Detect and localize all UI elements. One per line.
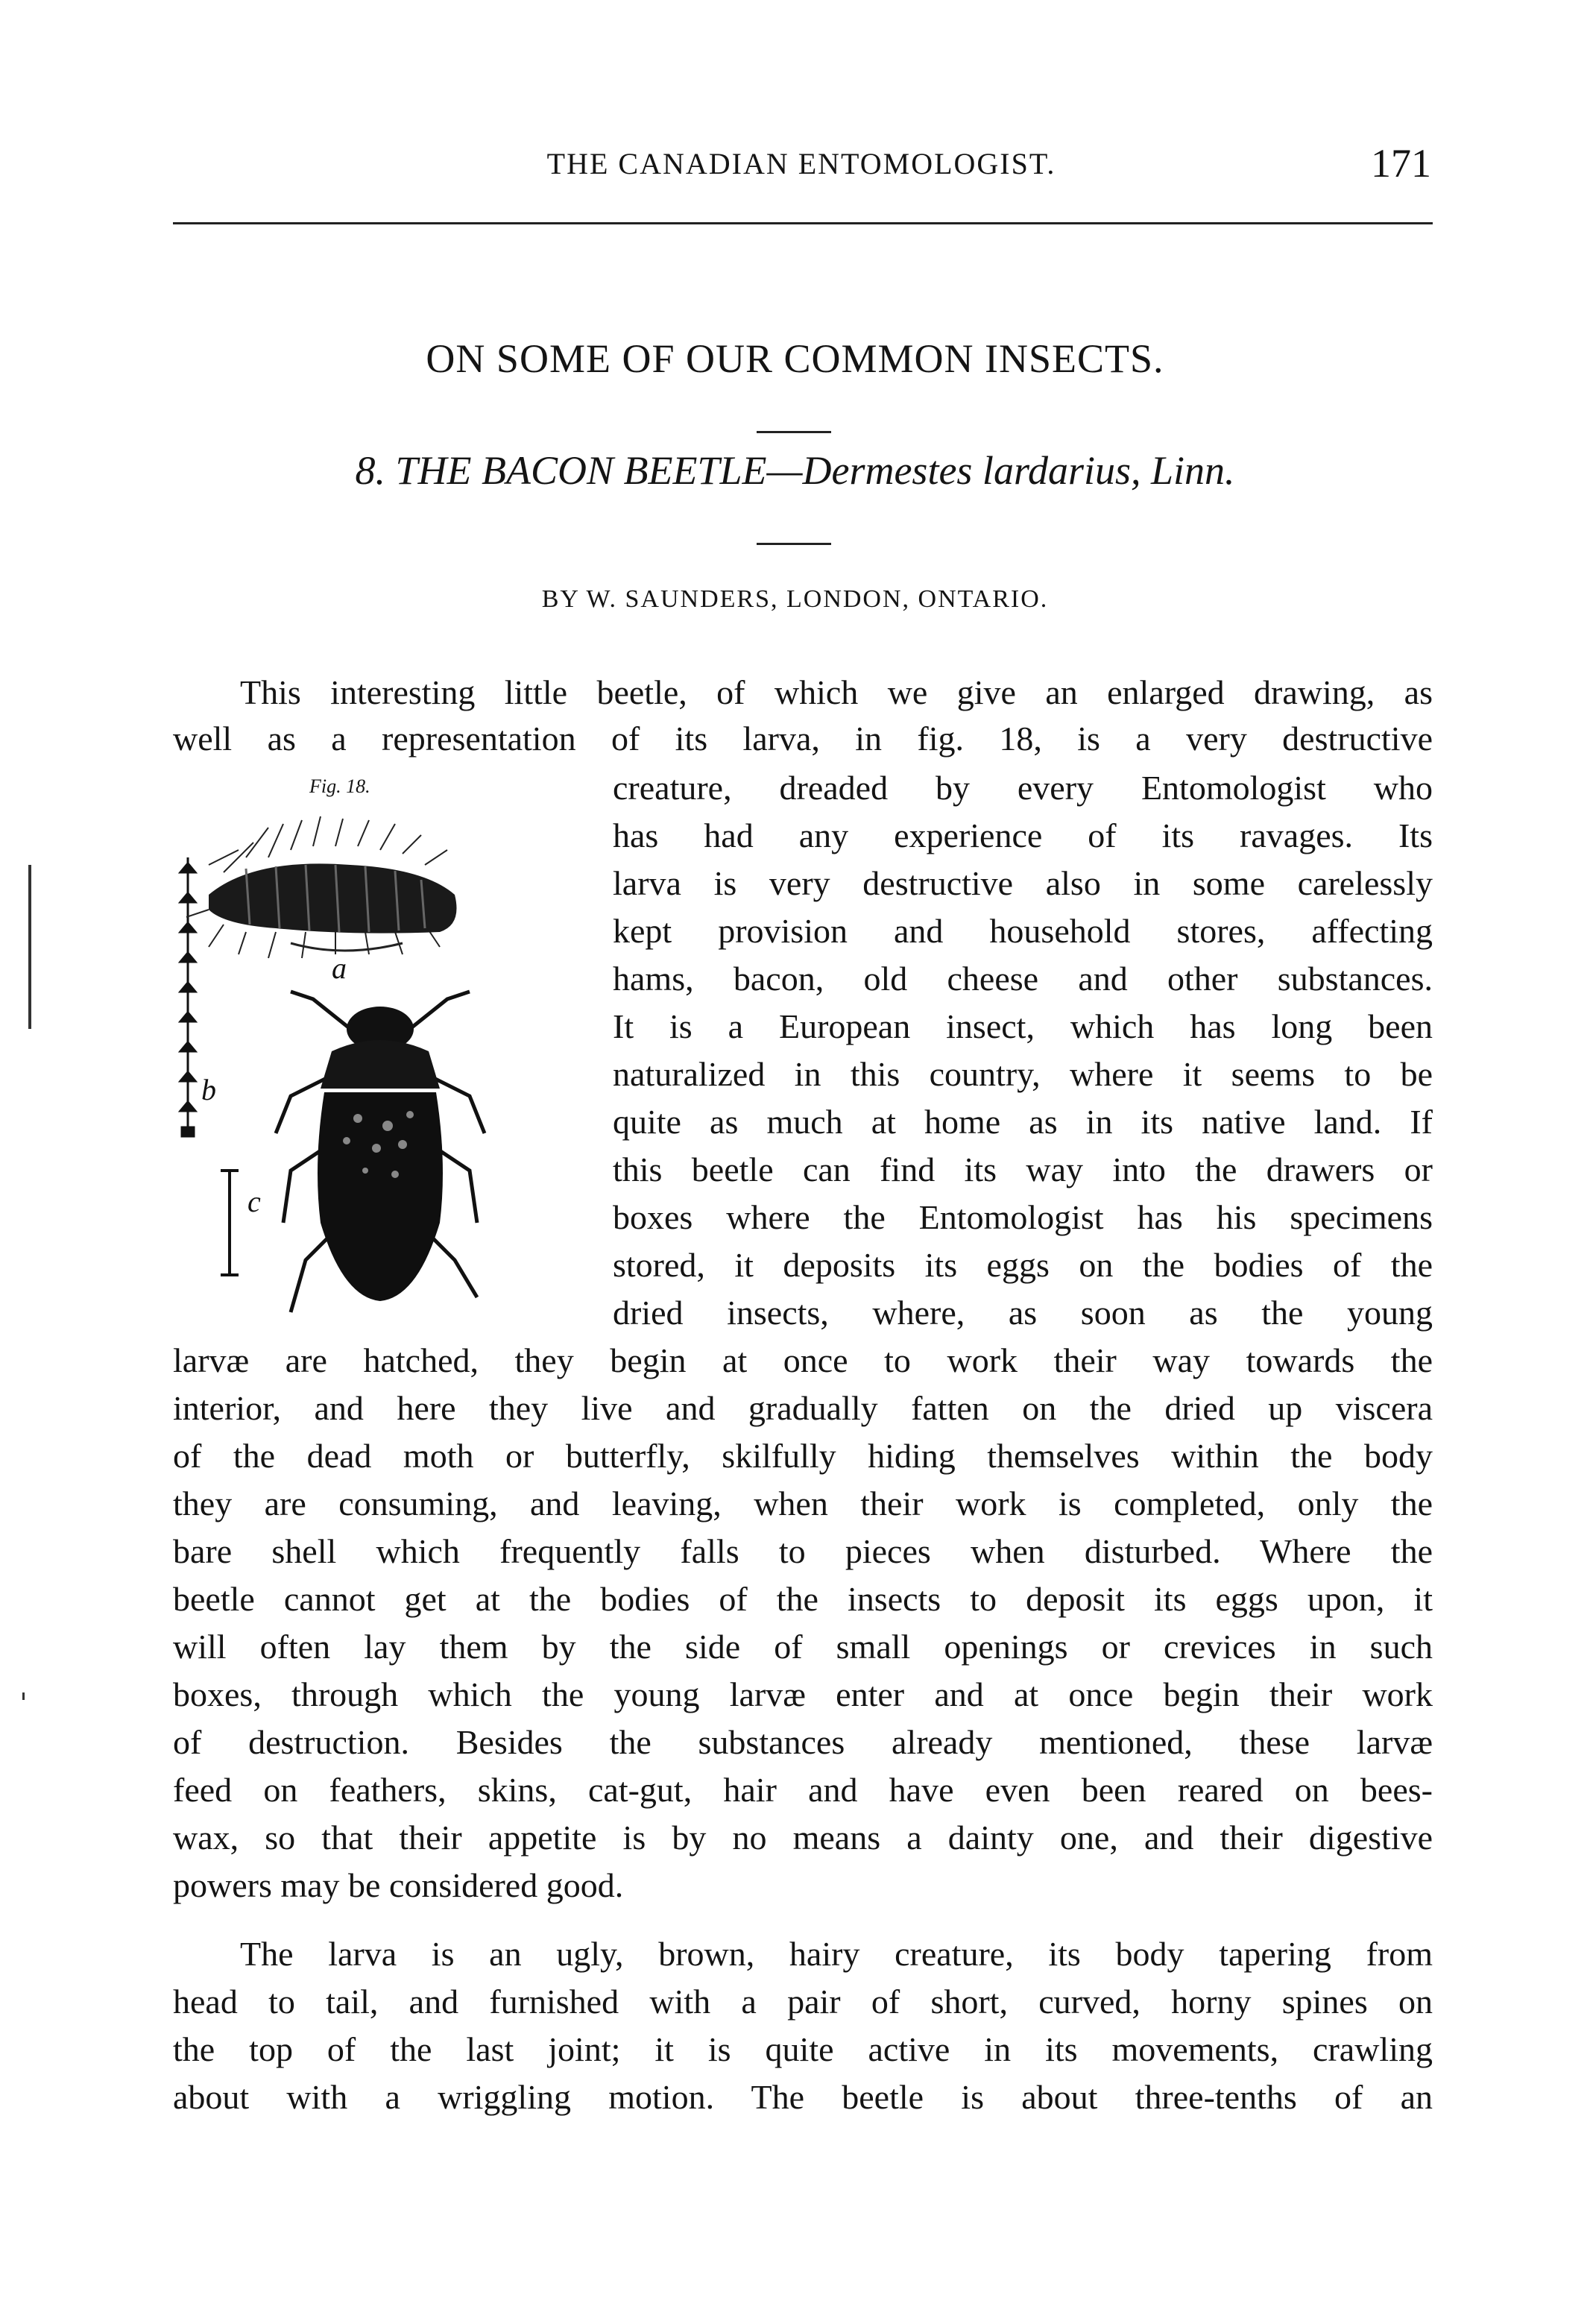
p1-line: beetle cannot get at the bodies of the insects to deposit its eggs upon, it bbox=[173, 1580, 1433, 1618]
p1-line: will often lay them by the side of small openings or crevices in such bbox=[173, 1628, 1433, 1666]
header-rule bbox=[173, 222, 1433, 224]
p1-line: quite as much at home as in its native land. If bbox=[613, 1103, 1433, 1141]
p1-line: wax, so that their appetite is by no means a dainty one, and their digestive bbox=[173, 1818, 1433, 1857]
margin-mark bbox=[28, 865, 31, 1029]
figure-letter-c: c bbox=[247, 1185, 261, 1218]
p1-line: stored, it deposits its eggs on the bodies of the bbox=[613, 1246, 1433, 1284]
p1-line: boxes where the Entomologist has his specimens bbox=[613, 1198, 1433, 1236]
p2-line: head to tail, and furnished with a pair of short, curved, horny spines on bbox=[173, 1983, 1433, 2021]
margin-mark bbox=[22, 1692, 25, 1700]
p1-line: well as a representation of its larva, in fig. 18, is a very destructive bbox=[173, 719, 1433, 758]
bacon-beetle-figure bbox=[164, 805, 581, 1342]
larva-drawing bbox=[186, 816, 457, 958]
p1-line: feed on feathers, skins, cat-gut, hair and have even been reared on bees- bbox=[173, 1771, 1433, 1809]
p1-line: dried insects, where, as soon as the young bbox=[613, 1294, 1433, 1332]
p2-line: the top of the last joint; it is quite active in its movements, crawling bbox=[173, 2030, 1433, 2068]
p1-line: of destruction. Besides the substances already mentioned, these larvæ bbox=[173, 1723, 1433, 1761]
running-title: THE CANADIAN ENTOMOLOGIST. bbox=[546, 147, 1056, 180]
p2-line: The larva is an ugly, brown, hairy creature, its body tapering from bbox=[240, 1935, 1433, 1973]
p1-line: naturalized in this country, where it seems to be bbox=[613, 1055, 1433, 1093]
p1-line: powers may be considered good. bbox=[173, 1866, 624, 1904]
p1-line: This interesting little beetle, of which we give an enlarged drawing, as bbox=[240, 673, 1433, 711]
beetle-thorax bbox=[321, 1040, 440, 1089]
p1-line: has had any experience of its ravages. Its bbox=[613, 816, 1433, 854]
p1-line: larvæ are hatched, they begin at once to work their way towards the bbox=[173, 1341, 1433, 1379]
figure-label: Fig. 18. bbox=[309, 775, 370, 797]
p1-line: kept provision and household stores, affecting bbox=[613, 912, 1433, 950]
article-title: ON SOME OF OUR COMMON INSECTS. bbox=[426, 336, 1164, 381]
p1-line: bare shell which frequently falls to pieces when disturbed. Where the bbox=[173, 1532, 1433, 1570]
running-head bbox=[171, 140, 1431, 192]
subtitle-rule bbox=[757, 543, 831, 545]
p1-line: larva is very destructive also in some carelessly bbox=[613, 864, 1433, 902]
figure-letter-a: a bbox=[332, 951, 347, 985]
scale-bar-c bbox=[221, 1171, 239, 1275]
p2-line: about with a wriggling motion. The beetle is about three-tenths of an bbox=[173, 2078, 1433, 2116]
p1-line: boxes, through which the young larvæ enter and at once begin their work bbox=[173, 1675, 1433, 1713]
page-number: 171 bbox=[1371, 141, 1431, 186]
byline: BY W. SAUNDERS, LONDON, ONTARIO. bbox=[541, 585, 1049, 613]
scale-column-b bbox=[180, 857, 195, 1136]
article-subtitle: 8. THE BACON BEETLE—Dermestes lardarius, Linn. bbox=[355, 448, 1235, 493]
title-rule bbox=[757, 431, 831, 433]
p1-line: interior, and here they live and gradually fatten on the dried up viscera bbox=[173, 1389, 1433, 1427]
figure-letter-b: b bbox=[201, 1073, 216, 1106]
p1-line: It is a European insect, which has long been bbox=[613, 1007, 1433, 1045]
p1-line: of the dead moth or butterfly, skilfully hiding themselves within the body bbox=[173, 1437, 1433, 1475]
p1-line: creature, dreaded by every Entomologist who bbox=[613, 769, 1433, 807]
p1-line: they are consuming, and leaving, when their work is completed, only the bbox=[173, 1484, 1433, 1522]
p1-line: hams, bacon, old cheese and other substances. bbox=[613, 960, 1433, 998]
p1-line: this beetle can find its way into the drawers or bbox=[613, 1150, 1433, 1188]
beetle-elytra bbox=[318, 1092, 443, 1301]
